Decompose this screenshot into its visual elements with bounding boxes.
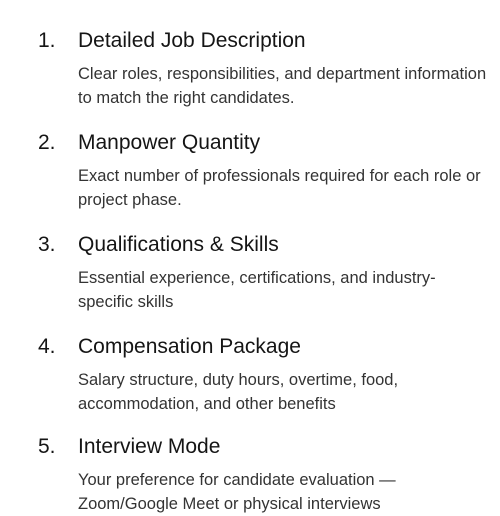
item-description: Your preference for candidate evaluation — Zoom/Google Meet or physical interviews [78,471,396,513]
item-title: Qualifications & Skills [78,233,279,256]
item-title: Manpower Quantity [78,131,261,154]
item-number: 2. [38,131,56,154]
item-number: 3. [38,233,56,256]
item-title: Compensation Package [78,335,301,358]
item-description: Exact number of professionals required for each role or project phase. [78,167,481,209]
item-title: Detailed Job Description [78,29,306,52]
item-description: Essential experience, certifications, and industry-specific skills [78,269,436,311]
item-number: 1. [38,29,56,52]
item-title: Interview Mode [78,435,221,458]
item-number: 4. [38,335,56,358]
item-description: Clear roles, responsibilities, and department information to match the right candidates. [78,65,487,107]
item-number: 5. [38,435,56,458]
item-description: Salary structure, duty hours, overtime, food, accommodation, and other benefits [78,371,399,413]
